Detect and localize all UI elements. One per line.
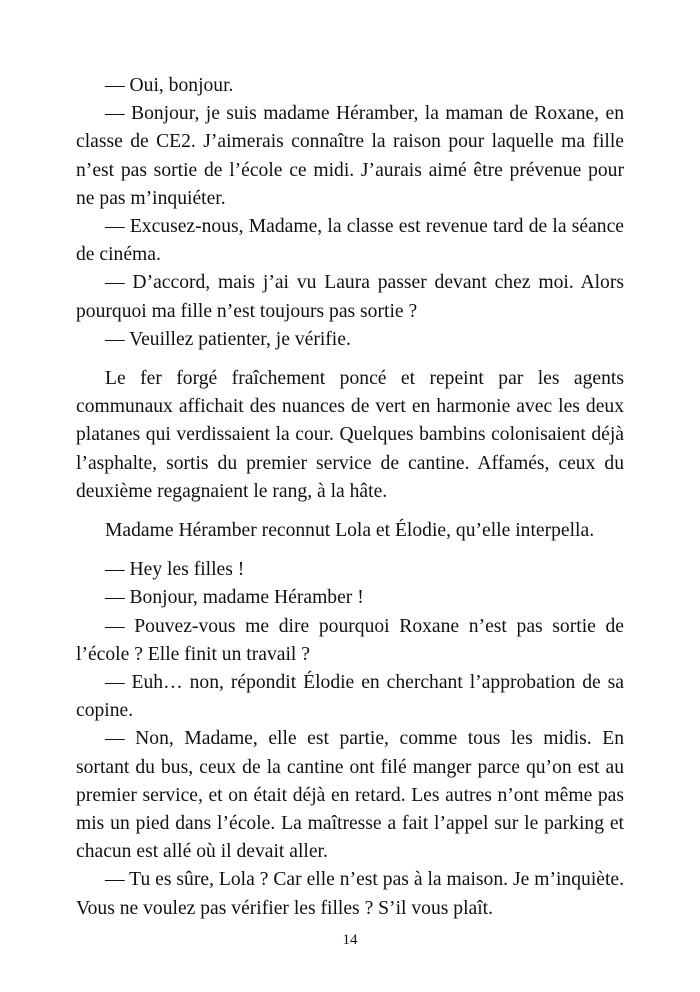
dialogue-line: — D’accord, mais j’ai vu Laura passer devant chez moi. Alors pourquoi ma fille n’est toujours pas sortie ?: [76, 272, 624, 322]
dialogue-line: — Pouvez-vous me dire pourquoi Roxane n’est pas sortie de l’école ? Elle finit un travail ?: [76, 615, 624, 665]
dialogue-line: — Bonjour, madame Héramber !: [105, 587, 364, 609]
dialogue-line: — Oui, bonjour.: [105, 75, 234, 96]
dialogue-line: — Non, Madame, elle est partie, comme tous les midis. En sortant du bus, ceux de la cantine ont filé manger parce qu’on est au premier service, et on était déjà en retard. Les autres n’ont même pas mis un pied dans l’école. La maîtresse a fait l’appel sur le parking et chacun est allé où il devait aller.: [76, 728, 624, 863]
page-number: 14: [342, 932, 358, 948]
dialogue-line: — Excusez-nous, Madame, la classe est revenue tard de la séance de cinéma.: [76, 216, 624, 266]
dialogue-line: — Euh… non, répondit Élodie en cherchant l’approbation de sa copine.: [76, 672, 624, 722]
dialogue-line: — Hey les filles !: [105, 559, 245, 581]
dialogue-line: — Veuillez patienter, je vérifie.: [105, 328, 351, 350]
page-body: [76, 72, 624, 923]
dialogue-line: — Tu es sûre, Lola ? Car elle n’est pas à la maison. Je m’inquiète. Vous ne voulez pas vérifier les filles ? S’il vous plaît.: [76, 869, 624, 919]
narration-paragraph: Le fer forgé fraîchement poncé et repeint par les agents communaux affichait des nuances de vert en harmonie avec les deux platanes qui verdissaient la cour. Quelques bambins colonisaient déjà l’asphalte, sortis du premier service de cantine. Affamés, ceux du deuxième regagnaient le rang, à la hâte.: [76, 368, 624, 502]
dialogue-line: — Bonjour, je suis madame Héramber, la maman de Roxane, en classe de CE2. J’aimerais connaître la raison pour laquelle ma fille n’est pas sortie de l’école ce midi. J’aurais aimé être prévenue pour ne pas m’inquiéter.: [76, 103, 624, 209]
narration-paragraph: Madame Héramber reconnut Lola et Élodie, qu’elle interpella.: [105, 520, 595, 542]
